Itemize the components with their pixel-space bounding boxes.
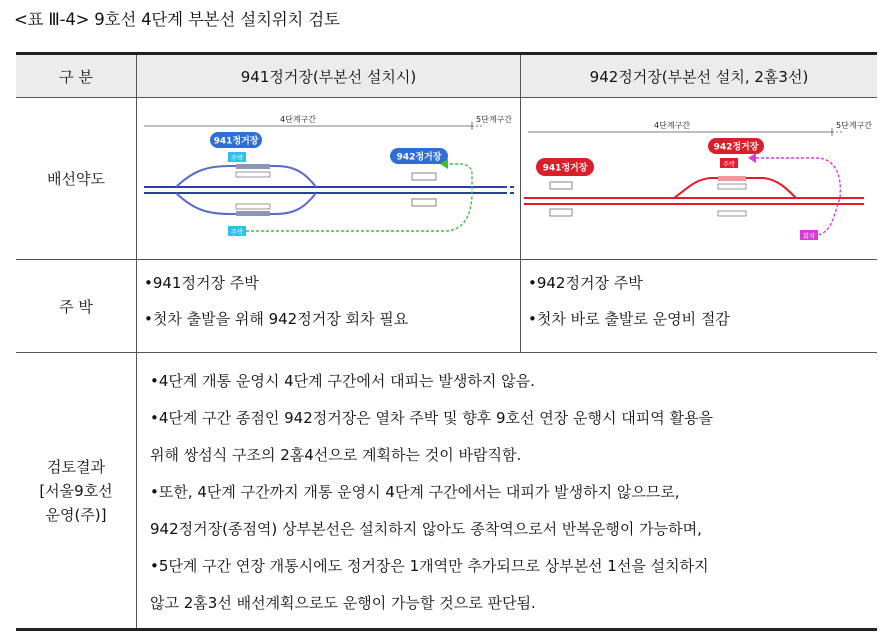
stabling-941-line-2: •첫차 출발을 위해 942정거장 회차 필요 bbox=[144, 310, 409, 328]
review-line-7: 않고 2홈3선 배선계획으로도 운행이 가능할 것으로 판단됨. bbox=[150, 594, 536, 612]
stabling-tag-top-label: 주박 bbox=[230, 154, 244, 162]
platform-942-upper bbox=[718, 176, 746, 181]
deadhead-route-arrow bbox=[246, 164, 472, 231]
review-line-2: •4단계 구간 종점인 942정거장은 열차 주박 및 향후 9호선 연장 운행시 대피역 활용을 bbox=[150, 409, 713, 427]
track-diagram-942 bbox=[524, 112, 874, 252]
header-942-station: 942정거장(부본선 설치, 2홈3선) bbox=[589, 67, 809, 86]
track-diagram-941 bbox=[140, 112, 516, 252]
segment-5-label-right: 5단계구간 bbox=[836, 121, 873, 130]
platform-lower-941 bbox=[236, 211, 270, 216]
segment-4-label-right: 4단계구간 bbox=[654, 121, 691, 130]
review-line-1: •4단계 개통 운영시 4단계 구간에서 대피는 발생하지 않음. bbox=[150, 372, 535, 390]
segment-4-label: 4단계구간 bbox=[280, 115, 317, 124]
station-942-label-right: 942정거장 bbox=[713, 142, 759, 153]
header-941-station: 941정거장(부본선 설치시) bbox=[240, 67, 417, 86]
review-label-line-3: 운영(주)] bbox=[45, 505, 107, 524]
table-caption: <표 Ⅲ-4> 9호선 4단계 부본선 설치위치 검토 bbox=[14, 10, 340, 29]
station-942-label: 942정거장 bbox=[396, 152, 442, 163]
platform-942-top bbox=[412, 173, 436, 180]
review-line-5: 942정거장(종점역) 상부본선은 설치하지 않아도 종착역으로서 반복운행이 가능하며, bbox=[150, 520, 702, 538]
review-label-line-2: [서울9호선 bbox=[39, 481, 113, 500]
turnback-tag-label: 회차 bbox=[802, 232, 816, 240]
station-941-label-right: 941정거장 bbox=[542, 163, 588, 174]
header-category: 구 분 bbox=[59, 67, 93, 86]
stabling-942-line-1: •942정거장 주박 bbox=[528, 274, 643, 292]
header-divider bbox=[16, 97, 877, 98]
stabling-941-line-1: •941정거장 주박 bbox=[144, 274, 259, 292]
platform-upper-941 bbox=[236, 164, 270, 169]
row-divider-diagram bbox=[16, 259, 877, 260]
stabling-tag-bottom-label: 주박 bbox=[230, 228, 244, 236]
column-divider-1 bbox=[136, 55, 137, 628]
column-divider-2 bbox=[520, 55, 521, 352]
platform-942-bottom bbox=[412, 199, 436, 206]
stabling-942-line-2: •첫차 바로 출발로 운영비 절감 bbox=[528, 310, 730, 328]
review-label-line-1: 검토결과 bbox=[47, 457, 105, 476]
review-line-3: 위해 쌍섬식 구조의 2홈4선으로 계획하는 것이 바람직함. bbox=[150, 446, 522, 464]
segment-5-label: 5단계구간 bbox=[476, 115, 513, 124]
review-table bbox=[16, 52, 877, 631]
station-941-label: 941정거장 bbox=[213, 136, 259, 147]
review-line-4: •또한, 4단계 구간까지 개통 운영시 4단계 구간에서는 대피가 발생하지 않으므로, bbox=[150, 483, 680, 501]
siding-lower bbox=[176, 193, 316, 214]
stabling-tag-right-label: 주박 bbox=[722, 160, 736, 168]
row-label-review bbox=[16, 353, 136, 628]
row-divider-stabling bbox=[16, 352, 877, 353]
review-line-6: •5단계 구간 연장 개통시에도 정거장은 1개역만 추가되므로 상부본선 1선을 설치하지 bbox=[150, 557, 709, 575]
row-label-stabling: 주 박 bbox=[59, 297, 93, 316]
row-label-diagram: 배선약도 bbox=[47, 170, 105, 188]
table-bottom-rule bbox=[16, 628, 877, 631]
